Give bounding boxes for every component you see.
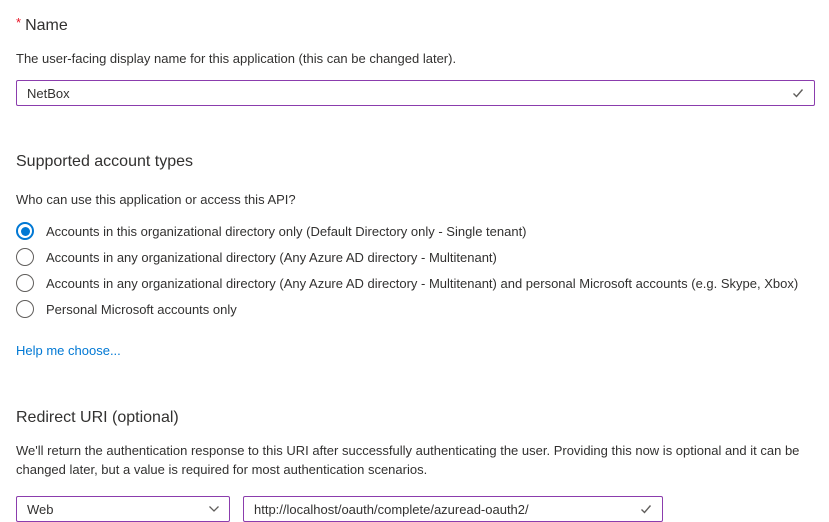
radio-button-icon[interactable]: [16, 248, 34, 266]
radio-option-multitenant[interactable]: [16, 244, 815, 270]
name-section-title-text: Name: [25, 17, 68, 34]
app-name-input-container: [16, 80, 815, 106]
name-description: The user-facing display name for this application (this can be changed later).: [16, 51, 457, 66]
name-section: [16, 12, 815, 106]
redirect-uri-input-container: [243, 496, 663, 522]
radio-option-label: Accounts in any organizational directory (Any Azure AD directory - Multitenant): [46, 249, 497, 265]
platform-select-value: Web: [27, 501, 54, 517]
radio-option-label: Personal Microsoft accounts only: [46, 301, 237, 317]
radio-option-multitenant-personal[interactable]: [16, 270, 815, 296]
chevron-down-icon: [207, 502, 221, 516]
redirect-uri-description: We'll return the authentication response to this URI after successfully authenticating the user. Providing this now is optional and it can be changed later, but a value is required for most authentication scenarios.: [16, 443, 800, 477]
supported-account-types-section: [16, 151, 815, 360]
radio-option-label: Accounts in this organizational directory only (Default Directory only - Single tenant): [46, 223, 527, 239]
radio-button-icon[interactable]: [16, 274, 34, 292]
redirect-uri-title: Redirect URI (optional): [16, 409, 179, 426]
platform-select-dropdown[interactable]: [16, 496, 230, 522]
redirect-uri-section: [16, 407, 815, 522]
radio-button-icon[interactable]: [16, 222, 34, 240]
help-me-choose-link[interactable]: Help me choose...: [16, 343, 121, 358]
required-asterisk: *: [16, 15, 22, 30]
radio-option-personal-only[interactable]: [16, 296, 815, 322]
name-section-title: [16, 12, 815, 36]
redirect-uri-row: [16, 496, 815, 522]
app-name-input[interactable]: [17, 81, 814, 105]
account-type-radio-group: [16, 218, 815, 322]
radio-button-icon[interactable]: [16, 300, 34, 318]
radio-option-single-tenant[interactable]: [16, 218, 815, 244]
supported-account-types-title: Supported account types: [16, 153, 194, 170]
radio-option-label: Accounts in any organizational directory (Any Azure AD directory - Multitenant) and personal Microsoft accounts (e.g. Skype, Xbox): [46, 275, 799, 291]
redirect-uri-input[interactable]: [244, 497, 662, 521]
account-types-question: Who can use this application or access this API?: [16, 192, 296, 207]
